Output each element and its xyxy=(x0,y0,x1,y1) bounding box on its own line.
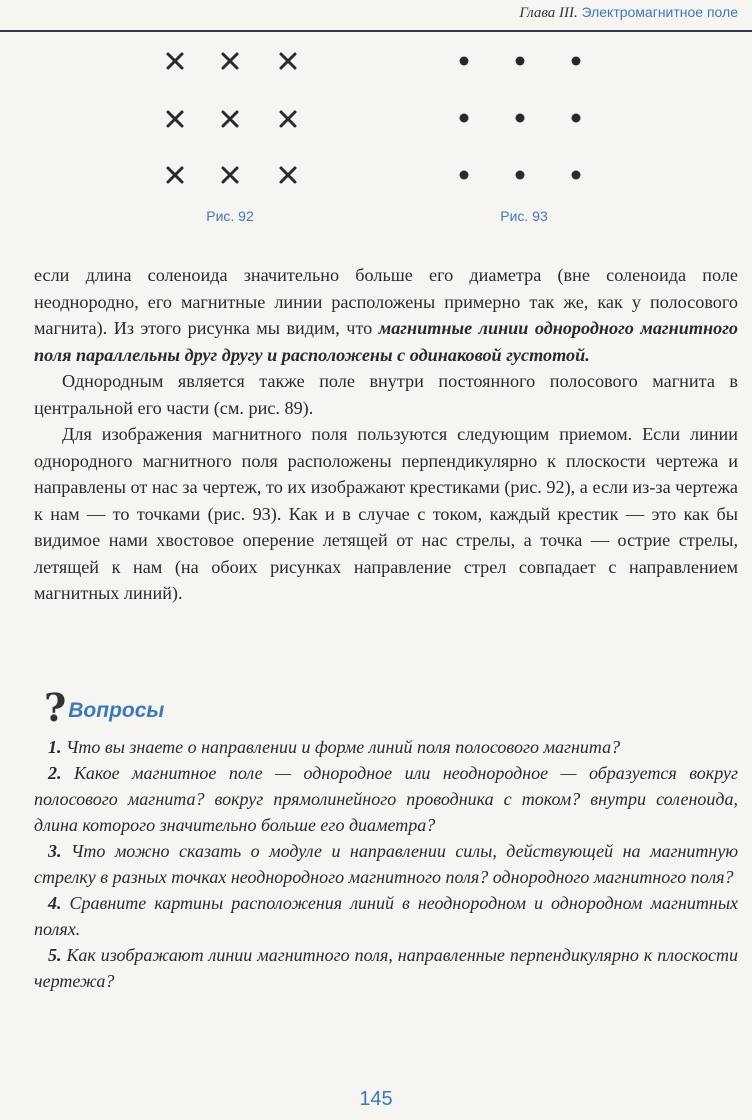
figure-caption: Рис. 92 xyxy=(206,208,254,224)
questions-title: Вопросы xyxy=(68,699,165,722)
figure-93 xyxy=(444,42,604,242)
cross-mark xyxy=(223,54,237,68)
body-text xyxy=(34,262,738,607)
question-number: 1. xyxy=(48,737,62,757)
chapter-heading xyxy=(519,4,738,22)
question-item xyxy=(34,760,738,838)
dot-mark xyxy=(516,114,525,123)
page-number: 145 xyxy=(359,1088,393,1110)
paragraph: Однородным является также поле внутри постоянного полосового магнита в центральной его части (см. рис. 89). xyxy=(34,371,738,418)
cross-mark xyxy=(281,168,295,182)
figure-caption: Рис. 93 xyxy=(500,208,548,224)
question-item xyxy=(34,838,738,890)
cross-mark xyxy=(223,112,237,126)
questions-heading xyxy=(44,685,165,730)
question-item xyxy=(34,734,738,760)
dot-mark xyxy=(460,171,469,180)
paragraph xyxy=(34,262,738,368)
chapter-number: Глава III. xyxy=(519,5,578,21)
question-text: Какое магнитное поле — однородное или неоднородное — образуется вокруг полосового магнита? вокруг прямолинейного проводника с током? внутри соленоида, длина которого значительно больше его диаметра? xyxy=(34,763,738,835)
cross-mark xyxy=(223,168,237,182)
dot-mark xyxy=(572,57,581,66)
cross-mark xyxy=(168,54,182,68)
question-text: Что вы знаете о направлении и форме линий поля полосового магнита? xyxy=(66,737,621,757)
question-text: Сравните картины расположения линий в неоднородном и однородном магнитных полях. xyxy=(34,893,738,939)
dot-mark xyxy=(572,114,581,123)
cross-mark xyxy=(168,112,182,126)
question-item xyxy=(34,942,738,994)
dot-mark xyxy=(516,57,525,66)
dots-grid xyxy=(444,42,604,202)
dot-mark xyxy=(460,57,469,66)
page-header xyxy=(0,0,752,32)
emphasized-text: магнитные линии однородного магнитного поля параллельны друг другу и расположены с одинаковой густотой. xyxy=(34,318,739,365)
question-number: 4. xyxy=(48,893,62,913)
cross-mark xyxy=(281,112,295,126)
paragraph-text: если длина соленоида значительно больше его диаметра (вне соленоида поле неоднородно, его магнитные линии расположены примерно так же, как у полосового магнита). Из этого рисунка мы видим, что xyxy=(34,265,738,338)
question-number: 5. xyxy=(48,945,62,965)
question-number: 2. xyxy=(48,763,62,783)
cross-mark xyxy=(281,54,295,68)
questions-list xyxy=(34,734,738,994)
question-mark-icon: ? xyxy=(44,685,67,730)
crosses-grid xyxy=(150,42,310,202)
question-number: 3. xyxy=(48,841,62,861)
dot-mark xyxy=(460,114,469,123)
paragraph: Для изображения магнитного поля пользуются следующим приемом. Если линии однородного магнитного поля расположены перпендикулярно к плоскости чертежа и направлены от нас за чертеж, то их изображают крестиками (рис. 92), а если из-за чертежа к нам — то точками (рис. 93). Как и в случае с током, каждый крестик — это как бы видимое нами хвостовое оперение летящей от нас стрелы, а точка — острие стрелы, летящей к нам (на обоих рисунках направление стрел совпадает с направлением магнитных линий). xyxy=(34,424,738,603)
question-text: Как изображают линии магнитного поля, направленные перпендикулярно к плоскости чертежа? xyxy=(34,945,738,991)
dot-mark xyxy=(572,171,581,180)
figure-92 xyxy=(150,42,310,242)
question-text: Что можно сказать о модуле и направлении силы, действующей на магнитную стрелку в разных точках неоднородного магнитного поля? однородного магнитного поля? xyxy=(34,841,739,887)
cross-mark xyxy=(168,168,182,182)
dot-mark xyxy=(516,171,525,180)
chapter-title: Электромагнитное поле xyxy=(581,4,738,20)
question-item xyxy=(34,890,738,942)
